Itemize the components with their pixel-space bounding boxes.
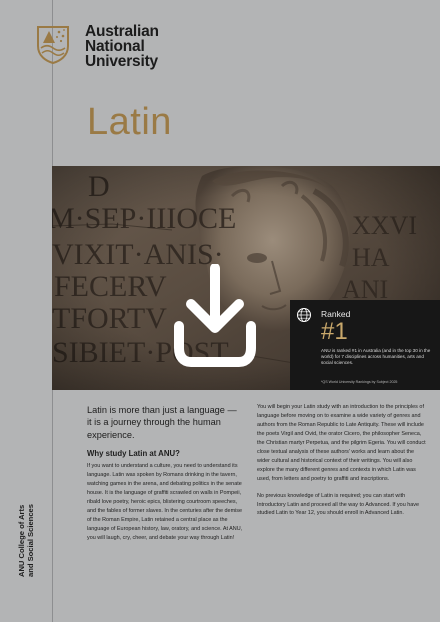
prerequisites-paragraph: No previous knowledge of Latin is required; you can start with Introductory Latin and proceed all the way to Advanced. If you have studied Latin to Year 12, you should enroll in Advanced Latin. <box>257 492 420 517</box>
logo-line-1: Australian <box>85 23 159 40</box>
lead-paragraph: Latin is more than just a language — it is a journey through the human experience. <box>87 405 237 440</box>
anu-crest-icon <box>37 26 69 64</box>
college-caption-line-2: and Social Sciences <box>26 504 35 578</box>
college-caption <box>17 504 35 577</box>
logo-line-2: National <box>85 38 145 55</box>
download-arrow-icon[interactable] <box>173 264 257 368</box>
ranked-footnote: *QS World University Rankings by Subject 2025 <box>321 380 398 384</box>
ranking-callout <box>290 300 440 390</box>
page-title: Latin <box>87 101 172 143</box>
ranked-label: Ranked <box>321 309 351 319</box>
anu-logo[interactable] <box>37 23 159 70</box>
logo-wordmark <box>85 24 159 69</box>
ranked-number: #1 <box>321 318 348 345</box>
left-column <box>87 404 243 543</box>
study-overview-paragraph: You will begin your Latin study with an introduction to the principles of language before moving on to examine a wide variety of genres and authors from the Roman Republic to Late Antiquity. These will include the poets Virgil and Ovid, the orator Cicero, the philosopher Seneca, the Christian martyr Perpetua, and the pilgrim Egeria. You will conduct close textual analysis of these authors' works and learn about the wider cultural and historical context of their writings. You will also explore the many different genres and contexts in which Latin was used, from letters and poetry to graffiti and inscriptions. <box>257 404 426 482</box>
why-study-paragraph: If you want to understand a culture, you need to understand its language. Latin was spoken by Romans drinking in the tavern, watching games in the arena, and debating politics in the senate house. It is the language of graffiti scrawled on walls in Pompeii, ribald love poetry, heroic epics, blistering courtroom speeches, and the fables of former slaves. In the centuries after the demise of the Roman Empire, Latin retained a central place as the language of European history, law, oratory, and science. At ANU, you will laugh, cry, cheer, and debate your way through Latin! <box>87 463 243 541</box>
section-heading: Why study Latin at ANU? <box>87 449 180 459</box>
logo-line-3: University <box>85 53 158 70</box>
globe-icon <box>296 307 312 323</box>
ranked-description: ANU is ranked #1 in Australia (and in the top 30 in the world) for 7 disciplines across humanities, arts and social sciences. <box>321 348 431 365</box>
right-column <box>257 403 427 518</box>
college-caption-line-1: ANU College of Arts <box>17 504 26 578</box>
